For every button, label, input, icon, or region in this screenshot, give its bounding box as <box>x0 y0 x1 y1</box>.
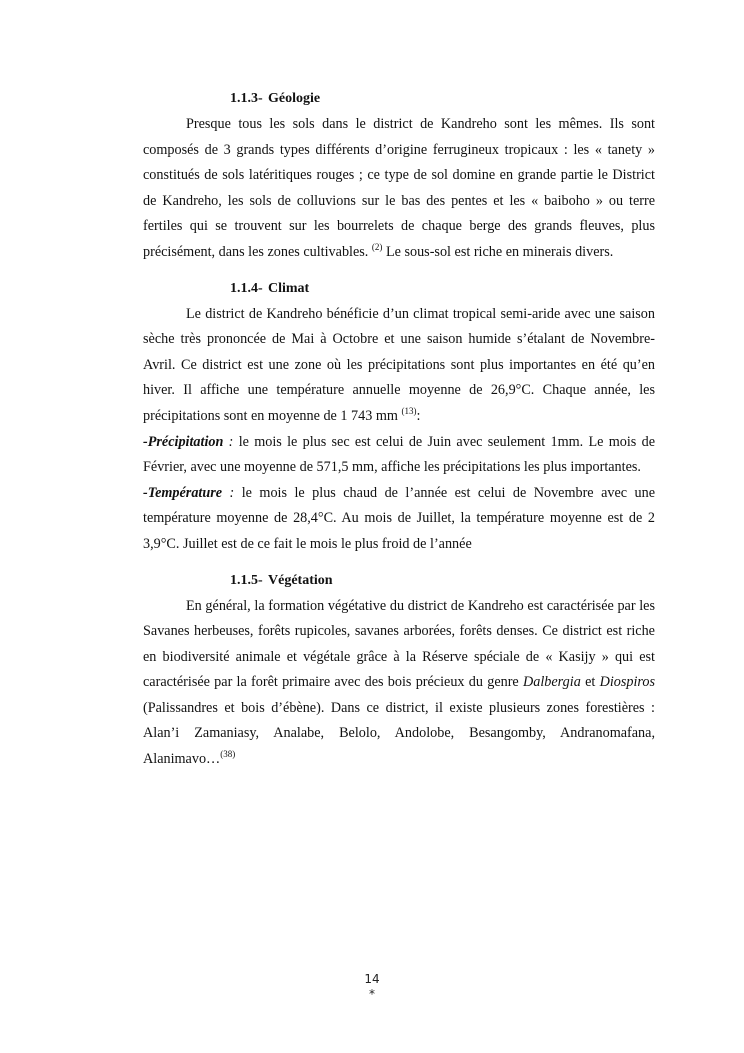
reference-marker: (13) <box>401 405 417 416</box>
label-separator: : <box>222 484 242 501</box>
climat-paragraph <box>143 302 655 430</box>
geologie-text: Presque tous les sols dans le district de Kandreho sont les mêmes. Ils sont composés de 3 grands types différents d’origine ferrugineux tropicaux : les « tanety » constitués de sols latéritiques rouges ; ce type de sol domine en grande partie le District de Kandreho, les sols de colluvions sur le bas des pentes et les « baiboho » ou terre fertiles qui se trouvent sur les bourrelets de chaque berge des grands fleuves, plus précisément, dans les zones cultivables. <box>143 116 655 260</box>
section-heading-climat <box>230 276 655 302</box>
reference-marker: (2) <box>371 241 383 252</box>
precipitation-paragraph <box>143 430 655 481</box>
document-page <box>143 86 655 773</box>
geologie-paragraph <box>143 112 655 266</box>
section-title: Géologie <box>268 91 321 106</box>
temperature-paragraph <box>143 481 655 558</box>
conjunction: et <box>585 674 596 691</box>
precipitation-label: -Précipitation <box>143 433 224 450</box>
vegetation-text-end: (Palissandres et bois d’ébène). Dans ce district, il existe plusieurs zones forestières : Alan’i Zamaniasy, Analabe, Belolo, Andolobe, Besangomby, Andranomafana, Alanimavo… <box>143 699 655 768</box>
section-number: 1.1.3- <box>230 91 263 106</box>
footer-mark: * <box>369 987 375 1001</box>
geologie-text-after: Le sous-sol est riche en minerais divers. <box>385 243 614 260</box>
page-footer <box>0 972 744 1002</box>
genus-name: Dalbergia <box>523 674 581 691</box>
vegetation-text: En général, la formation végétative du district de Kandreho est caractérisée par les Savanes herbeuses, forêts rupicoles, savanes arborées, forêts denses. Ce district est riche en biodiversité animale et végétale grâce à la Réserve spéciale de « Kasijy » qui est caractérisée par la forêt primaire avec des bois précieux du genre <box>143 597 655 691</box>
temperature-text: le mois le plus chaud de l’année est celui de Novembre avec une température moyenne de 28,4°C. Au mois de Juillet, la température moyenne est de 2 3,9°C. Juillet est de ce fait le mois le plus froid de l’année <box>143 484 655 552</box>
section-number: 1.1.5- <box>230 572 263 588</box>
page-number: 14 <box>364 972 380 986</box>
section-number: 1.1.4- <box>230 280 263 296</box>
genus-name: Diospiros <box>599 674 656 691</box>
section-heading-geologie <box>230 86 655 112</box>
label-separator: : <box>223 433 239 450</box>
temperature-label: -Température <box>143 484 223 501</box>
vegetation-paragraph <box>143 594 655 773</box>
reference-marker: (38) <box>220 749 236 760</box>
section-heading-vegetation <box>230 568 655 594</box>
climat-text-after: : <box>416 407 421 424</box>
section-title: Végétation <box>268 572 333 588</box>
climat-text: Le district de Kandreho bénéficie d’un climat tropical semi-aride avec une saison sèche très prononcée de Mai à Octobre et une saison humide s’étalant de Novembre-Avril. Ce district est une zone où les précipitations sont plus importantes en été qu’en hiver. Il affiche une température annuelle moyenne de 26,9°C. Chaque année, les précipitations sont en moyenne de 1 743 mm <box>143 305 655 424</box>
section-title: Climat <box>268 280 310 296</box>
precipitation-text: le mois le plus sec est celui de Juin avec seulement 1mm. Le mois de Février, avec une moyenne de 571,5 mm, affiche les précipitations les plus importantes. <box>143 433 655 476</box>
